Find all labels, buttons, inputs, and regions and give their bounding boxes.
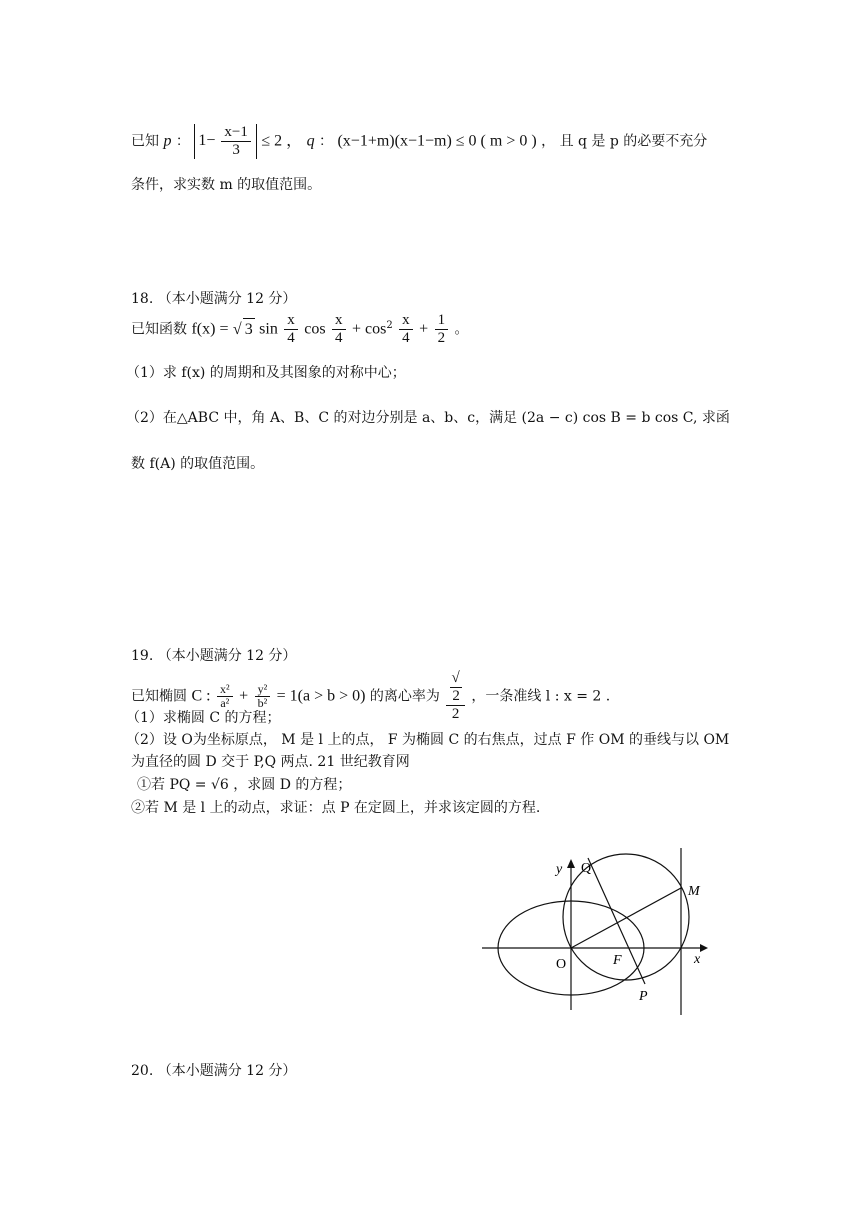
q17-abs (194, 124, 257, 159)
q18-frac-4 (435, 312, 449, 347)
q19-ecc-den: 2 (451, 706, 460, 722)
q18-part2b: 数 f(A) 的取值范围。 (131, 456, 265, 472)
q19-frac-y (255, 683, 271, 710)
label-q: Q (581, 861, 592, 876)
q19-part2: （2）设 O为坐标原点， M 是 l 上的点， F 为椭圆 C 的右焦点，过点 F 作 OM 的垂线与以 OM (126, 732, 730, 748)
q19-b2: b² (257, 696, 268, 710)
q18-end: 。 (454, 321, 469, 338)
q18-cos: cos (304, 320, 326, 338)
q19-directrix: ，一条准线 l : x = 2 . (471, 688, 611, 705)
q18-frac-4-den: 2 (437, 330, 446, 346)
q17-q-expr: (x−1+m)(x−1−m) ≤ 0 ( m > 0 ) (337, 132, 537, 150)
q17-line2: 条件，求实数 m 的取值范围。 (131, 177, 322, 193)
q19-ellipse: 已知椭圆 C : $\frac{\text{x²}}{\text{a²}}$ + $\frac{\text{y²}}{\text{b²}}$ = 1(a > b > 0) 的离心率为 √ 2 2 ，一条准线 l : x = 2 . (131, 670, 611, 722)
q19-a2: a² (220, 696, 230, 710)
q17-abs-left: 1− (198, 132, 216, 150)
q19-header: 19. （本小题满分 12 分） (131, 648, 297, 664)
q18-frac-4-num: 1 (435, 312, 449, 330)
q20-header: 20. （本小题满分 12 分） (131, 1063, 297, 1079)
q19-ecc-num: √ 2 (446, 670, 465, 706)
q18-part1: （1）求 f(x) 的周期和及其图象的对称中心； (126, 365, 406, 381)
q17-frac (221, 124, 250, 159)
segment-om (571, 888, 681, 948)
q19-part2b: 为直径的圆 D 交于 P,Q 两点. 21 世纪教育网 (131, 754, 410, 770)
q17-frac-den: 3 (232, 142, 240, 158)
q18-sqrt: √ 3 (233, 321, 255, 338)
q18-frac-2-num: x (332, 312, 346, 330)
q19-ecc: 的离心率为 (369, 688, 440, 705)
label-y: y (556, 862, 563, 877)
x-axis-arrow (700, 944, 708, 952)
q19-y2: y² (255, 683, 271, 697)
q17-q: q (306, 132, 315, 150)
label-p: P (639, 989, 648, 1004)
q18-frac-3 (399, 312, 413, 347)
q18-frac-3-den: 4 (402, 330, 410, 346)
q19-frac-ecc (446, 670, 465, 723)
q17-p: p (163, 132, 172, 150)
q18-fx: f(x) = (191, 320, 229, 338)
q19-C: C : (191, 687, 211, 705)
q19-sub2: ②若 M 是 l 上的动点，求证：点 P 在定圆上，并求该定圆的方程. (131, 800, 541, 816)
q19-sqrt2: 2 (452, 688, 460, 704)
label-m: M (688, 884, 700, 899)
q18-frac-2-den: 4 (335, 330, 343, 346)
q18-frac-2 (332, 312, 346, 347)
q17-tail: ， 且 q 是 p 的必要不充分 (541, 133, 708, 150)
q18-part2: （2）在△ABC 中，角 A、B、C 的对边分别是 a、b、c，满足 (2a − c) cos B = b cos C, 求函 (126, 410, 730, 426)
label-o: O (556, 957, 567, 972)
q18-frac-1-den: 4 (287, 330, 295, 346)
q18-header: 18. （本小题满分 12 分） (131, 291, 297, 307)
q18-frac-3-num: x (399, 312, 413, 330)
q18-function: 已知函数 f(x) = √ 3 sin $\frac{x}{4}$ cos $\frac{x}{4}$ + $\cos^2$ $\frac{x}{4}$ + $\frac{1}{2}$ 。 (131, 312, 469, 346)
q19-part1: （1）求椭圆 C 的方程； (126, 710, 281, 726)
q19-intro: 已知椭圆 (131, 688, 187, 705)
q17-frac-num: x−1 (221, 124, 250, 142)
q18-frac-1 (284, 312, 298, 347)
label-x: x (694, 952, 701, 967)
q17-line1 (131, 124, 707, 159)
y-axis-arrow (567, 859, 575, 868)
q19-frac-x (217, 683, 233, 710)
q18-sqrt3: 3 (243, 318, 255, 341)
label-f: F (613, 953, 622, 968)
q19-x2: x² (217, 683, 233, 697)
q18-cos2: + cos (351, 320, 387, 338)
q18-intro: 已知函数 (131, 321, 187, 338)
q19-sub1: ①若 PQ = √6 ，求圆 D 的方程； (137, 777, 352, 793)
ellipse-circle-figure (470, 845, 720, 1015)
q17-lead: 已知 (131, 133, 159, 150)
q17-ineq: ≤ 2 ， (261, 132, 303, 150)
q17-colon-2: ： (319, 133, 334, 150)
q18-frac-1-num: x (284, 312, 298, 330)
q17-colon: ： (175, 133, 190, 150)
q18-plus: + (419, 320, 429, 338)
q19-eq: = 1(a > b > 0) (276, 687, 366, 705)
q18-sin: sin (259, 320, 278, 338)
